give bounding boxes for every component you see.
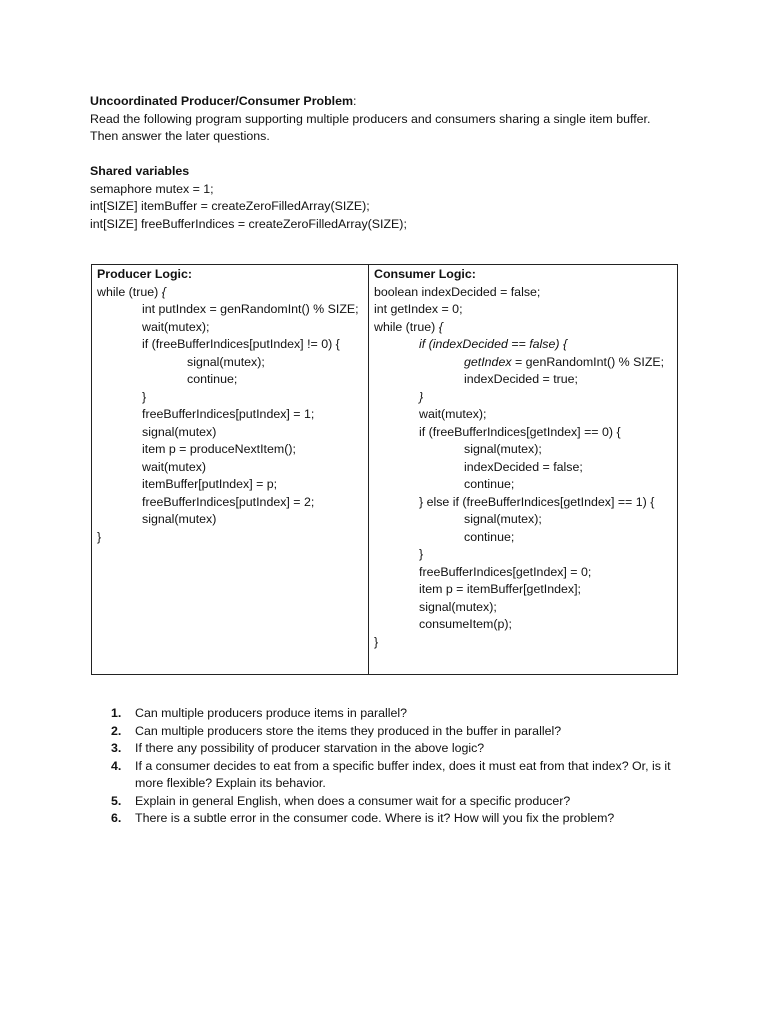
- code-line: }: [97, 529, 102, 544]
- code-line: itemBuffer[putIndex] = p;: [142, 477, 278, 491]
- question-item: [111, 810, 681, 828]
- producer-logic-heading: Producer Logic:: [97, 267, 193, 281]
- code-line: signal(mutex);: [464, 442, 542, 456]
- code-line: [97, 284, 368, 302]
- code-line: int putIndex = genRandomInt() % SIZE;: [142, 302, 359, 316]
- code-line: freeBufferIndices[putIndex] = 2;: [142, 494, 315, 509]
- code-text: getIndex: [464, 354, 512, 369]
- question-text: If a consumer decides to eat from a specific buffer index, does it must eat from that index? Or, is it more flexible? Explain its behavior.: [135, 758, 671, 790]
- question-item: [111, 758, 681, 793]
- code-line: int getIndex = 0;: [374, 302, 463, 316]
- question-text: Explain in general English, when does a consumer wait for a specific producer?: [135, 793, 571, 808]
- question-text: There is a subtle error in the consumer code. Where is it? How will you fix the problem?: [135, 811, 615, 825]
- intro-section: [90, 93, 690, 233]
- question-number: 4.: [111, 758, 122, 773]
- code-text: {: [161, 284, 166, 299]
- code-line: wait(mutex);: [419, 407, 487, 421]
- question-number: 3.: [111, 741, 122, 755]
- code-text: while (true): [97, 284, 162, 299]
- code-line: [374, 319, 677, 337]
- code-line: indexDecided = false;: [464, 459, 583, 474]
- code-line: wait(mutex): [142, 459, 207, 474]
- intro-line-1: Read the following program supporting multiple producers and consumers sharing a single item buffer.: [90, 111, 651, 126]
- code-line: if (indexDecided == false) {: [419, 337, 568, 351]
- problem-title-colon: :: [353, 94, 357, 108]
- question-item: [111, 740, 681, 758]
- code-line: }: [142, 389, 147, 404]
- code-line: indexDecided = true;: [464, 372, 578, 386]
- question-item: [111, 793, 681, 811]
- code-line: signal(mutex): [142, 424, 217, 439]
- code-line: signal(mutex): [142, 512, 217, 526]
- question-item: [111, 705, 681, 723]
- code-line: consumeItem(p);: [419, 617, 512, 631]
- problem-title-text: Uncoordinated Producer/Consumer Problem: [90, 94, 353, 108]
- code-table: [91, 264, 678, 675]
- code-line: item p = itemBuffer[getIndex];: [419, 582, 581, 596]
- shared-variable-line: int[SIZE] freeBufferIndices = createZeroFilledArray(SIZE);: [90, 216, 407, 231]
- question-text: If there any possibility of producer starvation in the above logic?: [135, 741, 485, 755]
- question-text: Can multiple producers store the items they produced in the buffer in parallel?: [135, 723, 562, 738]
- shared-variable-line: int[SIZE] itemBuffer = createZeroFilledArray(SIZE);: [90, 199, 370, 213]
- code-text: while (true): [374, 319, 439, 334]
- code-line: } else if (freeBufferIndices[getIndex] == 1) {: [419, 494, 655, 509]
- code-line: if (freeBufferIndices[putIndex] != 0) {: [142, 337, 340, 351]
- spacer: [90, 146, 690, 164]
- question-number: 5.: [111, 793, 122, 808]
- question-number: 6.: [111, 811, 122, 825]
- consumer-logic-heading: Consumer Logic:: [374, 267, 476, 281]
- question-number: 1.: [111, 706, 122, 720]
- code-text: = genRandomInt() % SIZE;: [511, 354, 665, 369]
- code-line: }: [374, 634, 379, 649]
- question-item: [111, 723, 681, 741]
- code-line: }: [419, 389, 424, 404]
- consumer-logic-cell: [369, 265, 677, 674]
- code-line: signal(mutex);: [419, 599, 497, 614]
- shared-variable-line: semaphore mutex = 1;: [90, 181, 214, 196]
- problem-title: [90, 93, 690, 111]
- question-number: 2.: [111, 723, 122, 738]
- code-text: {: [438, 319, 443, 334]
- code-line: freeBufferIndices[putIndex] = 1;: [142, 407, 315, 421]
- questions-list: [111, 705, 681, 828]
- code-line: }: [419, 547, 424, 561]
- code-line: continue;: [464, 477, 515, 491]
- code-line: signal(mutex);: [464, 512, 542, 526]
- intro-line-2: Then answer the later questions.: [90, 129, 270, 143]
- code-line: continue;: [187, 372, 238, 386]
- code-line: continue;: [464, 529, 515, 544]
- code-line: signal(mutex);: [187, 354, 265, 369]
- code-line: [374, 354, 677, 372]
- shared-variables-heading: Shared variables: [90, 164, 190, 178]
- question-text: Can multiple producers produce items in parallel?: [135, 706, 408, 720]
- code-line: if (freeBufferIndices[getIndex] == 0) {: [419, 424, 621, 439]
- code-line: boolean indexDecided = false;: [374, 284, 541, 299]
- code-line: item p = produceNextItem();: [142, 442, 296, 456]
- code-line: wait(mutex);: [142, 319, 210, 334]
- code-line: freeBufferIndices[getIndex] = 0;: [419, 564, 592, 579]
- producer-logic-cell: [92, 265, 369, 674]
